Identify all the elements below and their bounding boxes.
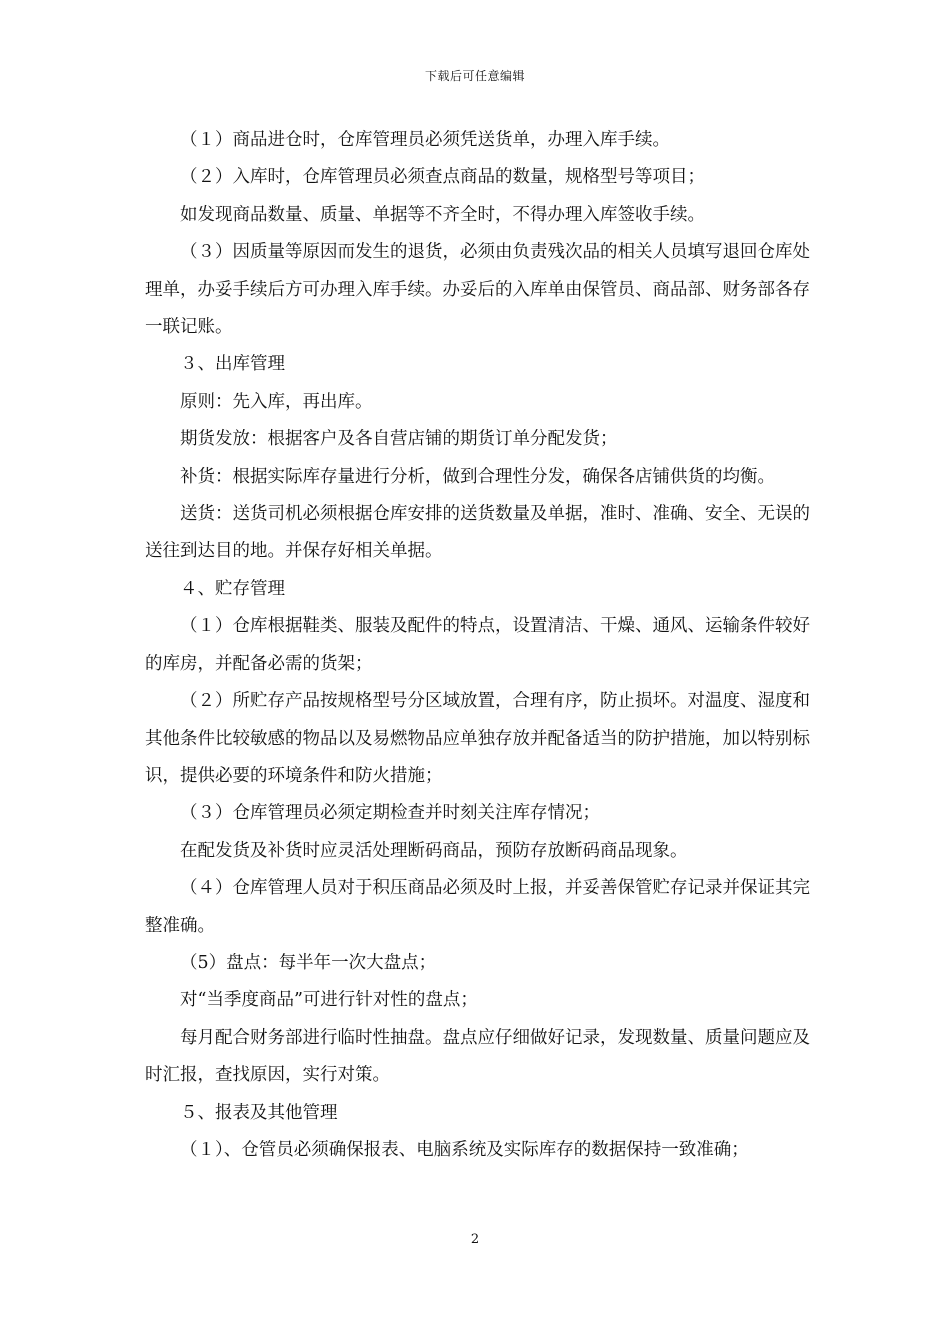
paragraph: （２）所贮存产品按规格型号分区域放置，合理有序，防止损坏。对温度、湿度和其他条件比较敏感的物品以及易燃物品应单独存放并配备适当的防护措施，加以特别标识，提供必要的环境条件和防火措施； [145, 691, 810, 786]
paragraph: 每月配合财务部进行临时性抽盘。盘点应仔细做好记录，发现数量、质量问题应及时汇报，查找原因，实行对策。 [145, 1027, 810, 1086]
paragraph: （４）仓库管理人员对于积压商品必须及时上报，并妥善保管贮存记录并保证其完整准确。 [145, 878, 810, 936]
paragraph: （１）仓库根据鞋类、服装及配件的特点，设置清洁、干燥、通风、运输条件较好的库房，并配备必需的货架； [145, 616, 810, 674]
page-number: 2 [470, 1232, 480, 1247]
section-heading: ３、出库管理 [180, 354, 285, 375]
section-heading: ４、贮存管理 [180, 578, 285, 599]
paragraph: 对“当季度商品”可进行针对性的盘点； [180, 990, 478, 1011]
paragraph: （１）、仓管员必须确保报表、电脑系统及实际库存的数据保持一致准确； [180, 1139, 749, 1160]
page-header: 下载后可任意编辑 [424, 69, 525, 83]
paragraph: 期货发放：根据客户及各自营店铺的期货订单分配发货； [180, 429, 618, 450]
paragraph: （３）仓库管理员必须定期检查并时刻关注库存情况； [180, 803, 600, 824]
paragraph: （１）商品进仓时，仓库管理员必须凭送货单，办理入库手续。 [180, 130, 670, 150]
paragraph: 补货：根据实际库存量进行分析，做到合理性分发，确保各店铺供货的均衡。 [180, 466, 775, 487]
paragraph: 如发现商品数量、质量、单据等不齐全时，不得办理入库签收手续。 [180, 204, 705, 225]
document-body [145, 122, 820, 1169]
section-heading: ５、报表及其他管理 [180, 1102, 338, 1123]
paragraph: （３）因质量等原因而发生的退货，必须由负责残次品的相关人员填写退回仓库处理单，办妥手续后方可办理入库手续。办妥后的入库单由保管员、商品部、财务部各存一联记账。 [145, 242, 810, 338]
paragraph: 在配发货及补货时应灵活处理断码商品，预防存放断码商品现象。 [180, 840, 688, 861]
paragraph: 送货：送货司机必须根据仓库安排的送货数量及单据，准时、准确、安全、无误的送往到达目的地。并保存好相关单据。 [145, 504, 810, 562]
paragraph: （5）盘点：每半年一次大盘点； [180, 952, 437, 973]
paragraph: （２）入库时，仓库管理员必须查点商品的数量，规格型号等项目； [180, 167, 705, 188]
paragraph: 原则：先入库，再出库。 [180, 391, 373, 412]
